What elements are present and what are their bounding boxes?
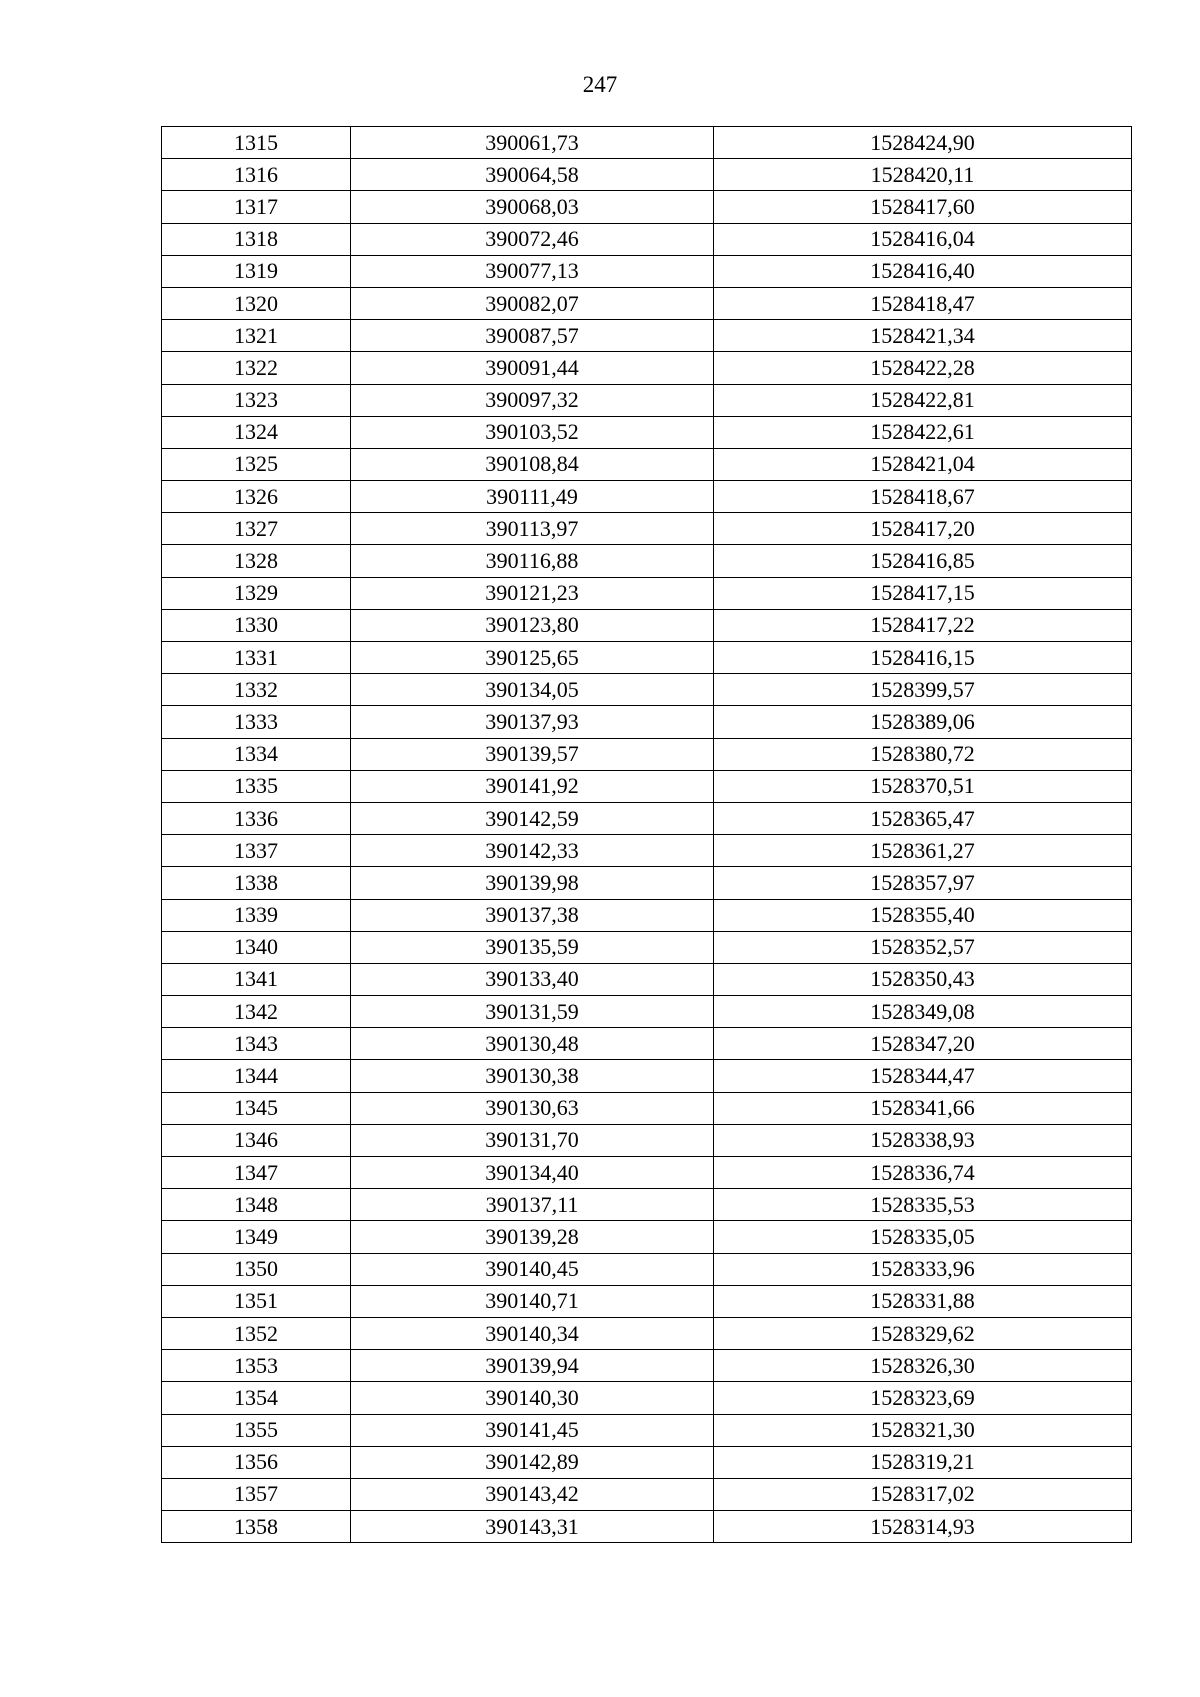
- table-row: [162, 867, 1132, 899]
- coordinates-table: [161, 126, 1132, 1543]
- y-coordinate-cell: 1528420,11: [714, 159, 1132, 191]
- point-number-cell: 1350: [162, 1253, 351, 1285]
- point-number-cell: 1353: [162, 1350, 351, 1382]
- y-coordinate-cell: 1528323,69: [714, 1382, 1132, 1414]
- y-coordinate-cell: 1528422,61: [714, 416, 1132, 448]
- table-row: [162, 963, 1132, 995]
- y-coordinate-cell: 1528380,72: [714, 738, 1132, 770]
- table-row: [162, 513, 1132, 545]
- table-row: [162, 1060, 1132, 1092]
- y-coordinate-cell: 1528370,51: [714, 770, 1132, 802]
- table-row: [162, 287, 1132, 319]
- point-number-cell: 1334: [162, 738, 351, 770]
- table-row: [162, 706, 1132, 738]
- point-number-cell: 1358: [162, 1511, 351, 1543]
- point-number-cell: 1321: [162, 320, 351, 352]
- x-coordinate-cell: 390068,03: [351, 191, 714, 223]
- y-coordinate-cell: 1528317,02: [714, 1478, 1132, 1510]
- x-coordinate-cell: 390137,38: [351, 899, 714, 931]
- y-coordinate-cell: 1528352,57: [714, 931, 1132, 963]
- y-coordinate-cell: 1528416,15: [714, 642, 1132, 674]
- x-coordinate-cell: 390139,28: [351, 1221, 714, 1253]
- table-row: [162, 1028, 1132, 1060]
- table-row: [162, 1350, 1132, 1382]
- point-number-cell: 1320: [162, 287, 351, 319]
- x-coordinate-cell: 390139,98: [351, 867, 714, 899]
- table-row: [162, 1446, 1132, 1478]
- y-coordinate-cell: 1528319,21: [714, 1446, 1132, 1478]
- table-row: [162, 1253, 1132, 1285]
- point-number-cell: 1336: [162, 802, 351, 834]
- y-coordinate-cell: 1528418,47: [714, 287, 1132, 319]
- x-coordinate-cell: 390061,73: [351, 127, 714, 159]
- table-row: [162, 1382, 1132, 1414]
- x-coordinate-cell: 390072,46: [351, 223, 714, 255]
- y-coordinate-cell: 1528341,66: [714, 1092, 1132, 1124]
- point-number-cell: 1331: [162, 642, 351, 674]
- x-coordinate-cell: 390130,63: [351, 1092, 714, 1124]
- y-coordinate-cell: 1528321,30: [714, 1414, 1132, 1446]
- table-row: [162, 1157, 1132, 1189]
- y-coordinate-cell: 1528416,04: [714, 223, 1132, 255]
- point-number-cell: 1324: [162, 416, 351, 448]
- table-row: [162, 352, 1132, 384]
- point-number-cell: 1318: [162, 223, 351, 255]
- y-coordinate-cell: 1528347,20: [714, 1028, 1132, 1060]
- x-coordinate-cell: 390134,40: [351, 1157, 714, 1189]
- x-coordinate-cell: 390111,49: [351, 481, 714, 513]
- x-coordinate-cell: 390123,80: [351, 609, 714, 641]
- x-coordinate-cell: 390077,13: [351, 255, 714, 287]
- coordinates-table-body: [162, 127, 1132, 1543]
- point-number-cell: 1354: [162, 1382, 351, 1414]
- point-number-cell: 1328: [162, 545, 351, 577]
- y-coordinate-cell: 1528417,15: [714, 577, 1132, 609]
- point-number-cell: 1349: [162, 1221, 351, 1253]
- x-coordinate-cell: 390121,23: [351, 577, 714, 609]
- table-row: [162, 1221, 1132, 1253]
- point-number-cell: 1316: [162, 159, 351, 191]
- x-coordinate-cell: 390143,42: [351, 1478, 714, 1510]
- y-coordinate-cell: 1528349,08: [714, 996, 1132, 1028]
- x-coordinate-cell: 390082,07: [351, 287, 714, 319]
- point-number-cell: 1352: [162, 1317, 351, 1349]
- point-number-cell: 1325: [162, 448, 351, 480]
- point-number-cell: 1323: [162, 384, 351, 416]
- point-number-cell: 1317: [162, 191, 351, 223]
- point-number-cell: 1315: [162, 127, 351, 159]
- point-number-cell: 1347: [162, 1157, 351, 1189]
- x-coordinate-cell: 390108,84: [351, 448, 714, 480]
- table-row: [162, 481, 1132, 513]
- table-row: [162, 191, 1132, 223]
- y-coordinate-cell: 1528422,28: [714, 352, 1132, 384]
- x-coordinate-cell: 390143,31: [351, 1511, 714, 1543]
- point-number-cell: 1339: [162, 899, 351, 931]
- table-row: [162, 1478, 1132, 1510]
- y-coordinate-cell: 1528335,53: [714, 1189, 1132, 1221]
- table-row: [162, 738, 1132, 770]
- table-row: [162, 1092, 1132, 1124]
- point-number-cell: 1337: [162, 835, 351, 867]
- x-coordinate-cell: 390134,05: [351, 674, 714, 706]
- point-number-cell: 1341: [162, 963, 351, 995]
- y-coordinate-cell: 1528417,60: [714, 191, 1132, 223]
- table-row: [162, 1414, 1132, 1446]
- point-number-cell: 1329: [162, 577, 351, 609]
- y-coordinate-cell: 1528417,20: [714, 513, 1132, 545]
- y-coordinate-cell: 1528331,88: [714, 1285, 1132, 1317]
- y-coordinate-cell: 1528422,81: [714, 384, 1132, 416]
- table-row: [162, 384, 1132, 416]
- table-row: [162, 642, 1132, 674]
- table-row: [162, 255, 1132, 287]
- y-coordinate-cell: 1528399,57: [714, 674, 1132, 706]
- point-number-cell: 1330: [162, 609, 351, 641]
- table-row: [162, 1285, 1132, 1317]
- table-row: [162, 770, 1132, 802]
- x-coordinate-cell: 390103,52: [351, 416, 714, 448]
- x-coordinate-cell: 390137,93: [351, 706, 714, 738]
- table-row: [162, 448, 1132, 480]
- y-coordinate-cell: 1528344,47: [714, 1060, 1132, 1092]
- x-coordinate-cell: 390087,57: [351, 320, 714, 352]
- table-row: [162, 1189, 1132, 1221]
- table-row: [162, 159, 1132, 191]
- table-row: [162, 899, 1132, 931]
- y-coordinate-cell: 1528338,93: [714, 1124, 1132, 1156]
- x-coordinate-cell: 390097,32: [351, 384, 714, 416]
- x-coordinate-cell: 390131,59: [351, 996, 714, 1028]
- x-coordinate-cell: 390140,34: [351, 1317, 714, 1349]
- x-coordinate-cell: 390142,89: [351, 1446, 714, 1478]
- point-number-cell: 1357: [162, 1478, 351, 1510]
- x-coordinate-cell: 390140,30: [351, 1382, 714, 1414]
- y-coordinate-cell: 1528361,27: [714, 835, 1132, 867]
- x-coordinate-cell: 390140,71: [351, 1285, 714, 1317]
- point-number-cell: 1351: [162, 1285, 351, 1317]
- x-coordinate-cell: 390116,88: [351, 545, 714, 577]
- y-coordinate-cell: 1528333,96: [714, 1253, 1132, 1285]
- point-number-cell: 1335: [162, 770, 351, 802]
- x-coordinate-cell: 390133,40: [351, 963, 714, 995]
- y-coordinate-cell: 1528357,97: [714, 867, 1132, 899]
- point-number-cell: 1342: [162, 996, 351, 1028]
- x-coordinate-cell: 390113,97: [351, 513, 714, 545]
- table-row: [162, 802, 1132, 834]
- y-coordinate-cell: 1528421,34: [714, 320, 1132, 352]
- x-coordinate-cell: 390139,94: [351, 1350, 714, 1382]
- point-number-cell: 1333: [162, 706, 351, 738]
- point-number-cell: 1345: [162, 1092, 351, 1124]
- point-number-cell: 1343: [162, 1028, 351, 1060]
- table-row: [162, 1511, 1132, 1543]
- point-number-cell: 1332: [162, 674, 351, 706]
- table-row: [162, 674, 1132, 706]
- y-coordinate-cell: 1528329,62: [714, 1317, 1132, 1349]
- table-row: [162, 1317, 1132, 1349]
- x-coordinate-cell: 390142,33: [351, 835, 714, 867]
- y-coordinate-cell: 1528355,40: [714, 899, 1132, 931]
- y-coordinate-cell: 1528314,93: [714, 1511, 1132, 1543]
- table-row: [162, 223, 1132, 255]
- y-coordinate-cell: 1528389,06: [714, 706, 1132, 738]
- table-row: [162, 545, 1132, 577]
- point-number-cell: 1344: [162, 1060, 351, 1092]
- x-coordinate-cell: 390141,45: [351, 1414, 714, 1446]
- y-coordinate-cell: 1528416,85: [714, 545, 1132, 577]
- y-coordinate-cell: 1528421,04: [714, 448, 1132, 480]
- x-coordinate-cell: 390125,65: [351, 642, 714, 674]
- x-coordinate-cell: 390141,92: [351, 770, 714, 802]
- point-number-cell: 1356: [162, 1446, 351, 1478]
- table-row: [162, 931, 1132, 963]
- point-number-cell: 1346: [162, 1124, 351, 1156]
- table-row: [162, 996, 1132, 1028]
- x-coordinate-cell: 390137,11: [351, 1189, 714, 1221]
- y-coordinate-cell: 1528365,47: [714, 802, 1132, 834]
- point-number-cell: 1340: [162, 931, 351, 963]
- x-coordinate-cell: 390130,38: [351, 1060, 714, 1092]
- table-row: [162, 577, 1132, 609]
- y-coordinate-cell: 1528424,90: [714, 127, 1132, 159]
- table-row: [162, 320, 1132, 352]
- page-number: 247: [582, 72, 618, 97]
- y-coordinate-cell: 1528418,67: [714, 481, 1132, 513]
- table-row: [162, 127, 1132, 159]
- y-coordinate-cell: 1528416,40: [714, 255, 1132, 287]
- point-number-cell: 1319: [162, 255, 351, 287]
- y-coordinate-cell: 1528336,74: [714, 1157, 1132, 1189]
- point-number-cell: 1348: [162, 1189, 351, 1221]
- table-row: [162, 416, 1132, 448]
- point-number-cell: 1326: [162, 481, 351, 513]
- table-row: [162, 835, 1132, 867]
- y-coordinate-cell: 1528335,05: [714, 1221, 1132, 1253]
- x-coordinate-cell: 390140,45: [351, 1253, 714, 1285]
- x-coordinate-cell: 390130,48: [351, 1028, 714, 1060]
- table-row: [162, 609, 1132, 641]
- y-coordinate-cell: 1528350,43: [714, 963, 1132, 995]
- x-coordinate-cell: 390139,57: [351, 738, 714, 770]
- y-coordinate-cell: 1528417,22: [714, 609, 1132, 641]
- x-coordinate-cell: 390091,44: [351, 352, 714, 384]
- x-coordinate-cell: 390064,58: [351, 159, 714, 191]
- table-row: [162, 1124, 1132, 1156]
- point-number-cell: 1327: [162, 513, 351, 545]
- point-number-cell: 1338: [162, 867, 351, 899]
- point-number-cell: 1322: [162, 352, 351, 384]
- point-number-cell: 1355: [162, 1414, 351, 1446]
- x-coordinate-cell: 390131,70: [351, 1124, 714, 1156]
- y-coordinate-cell: 1528326,30: [714, 1350, 1132, 1382]
- x-coordinate-cell: 390142,59: [351, 802, 714, 834]
- x-coordinate-cell: 390135,59: [351, 931, 714, 963]
